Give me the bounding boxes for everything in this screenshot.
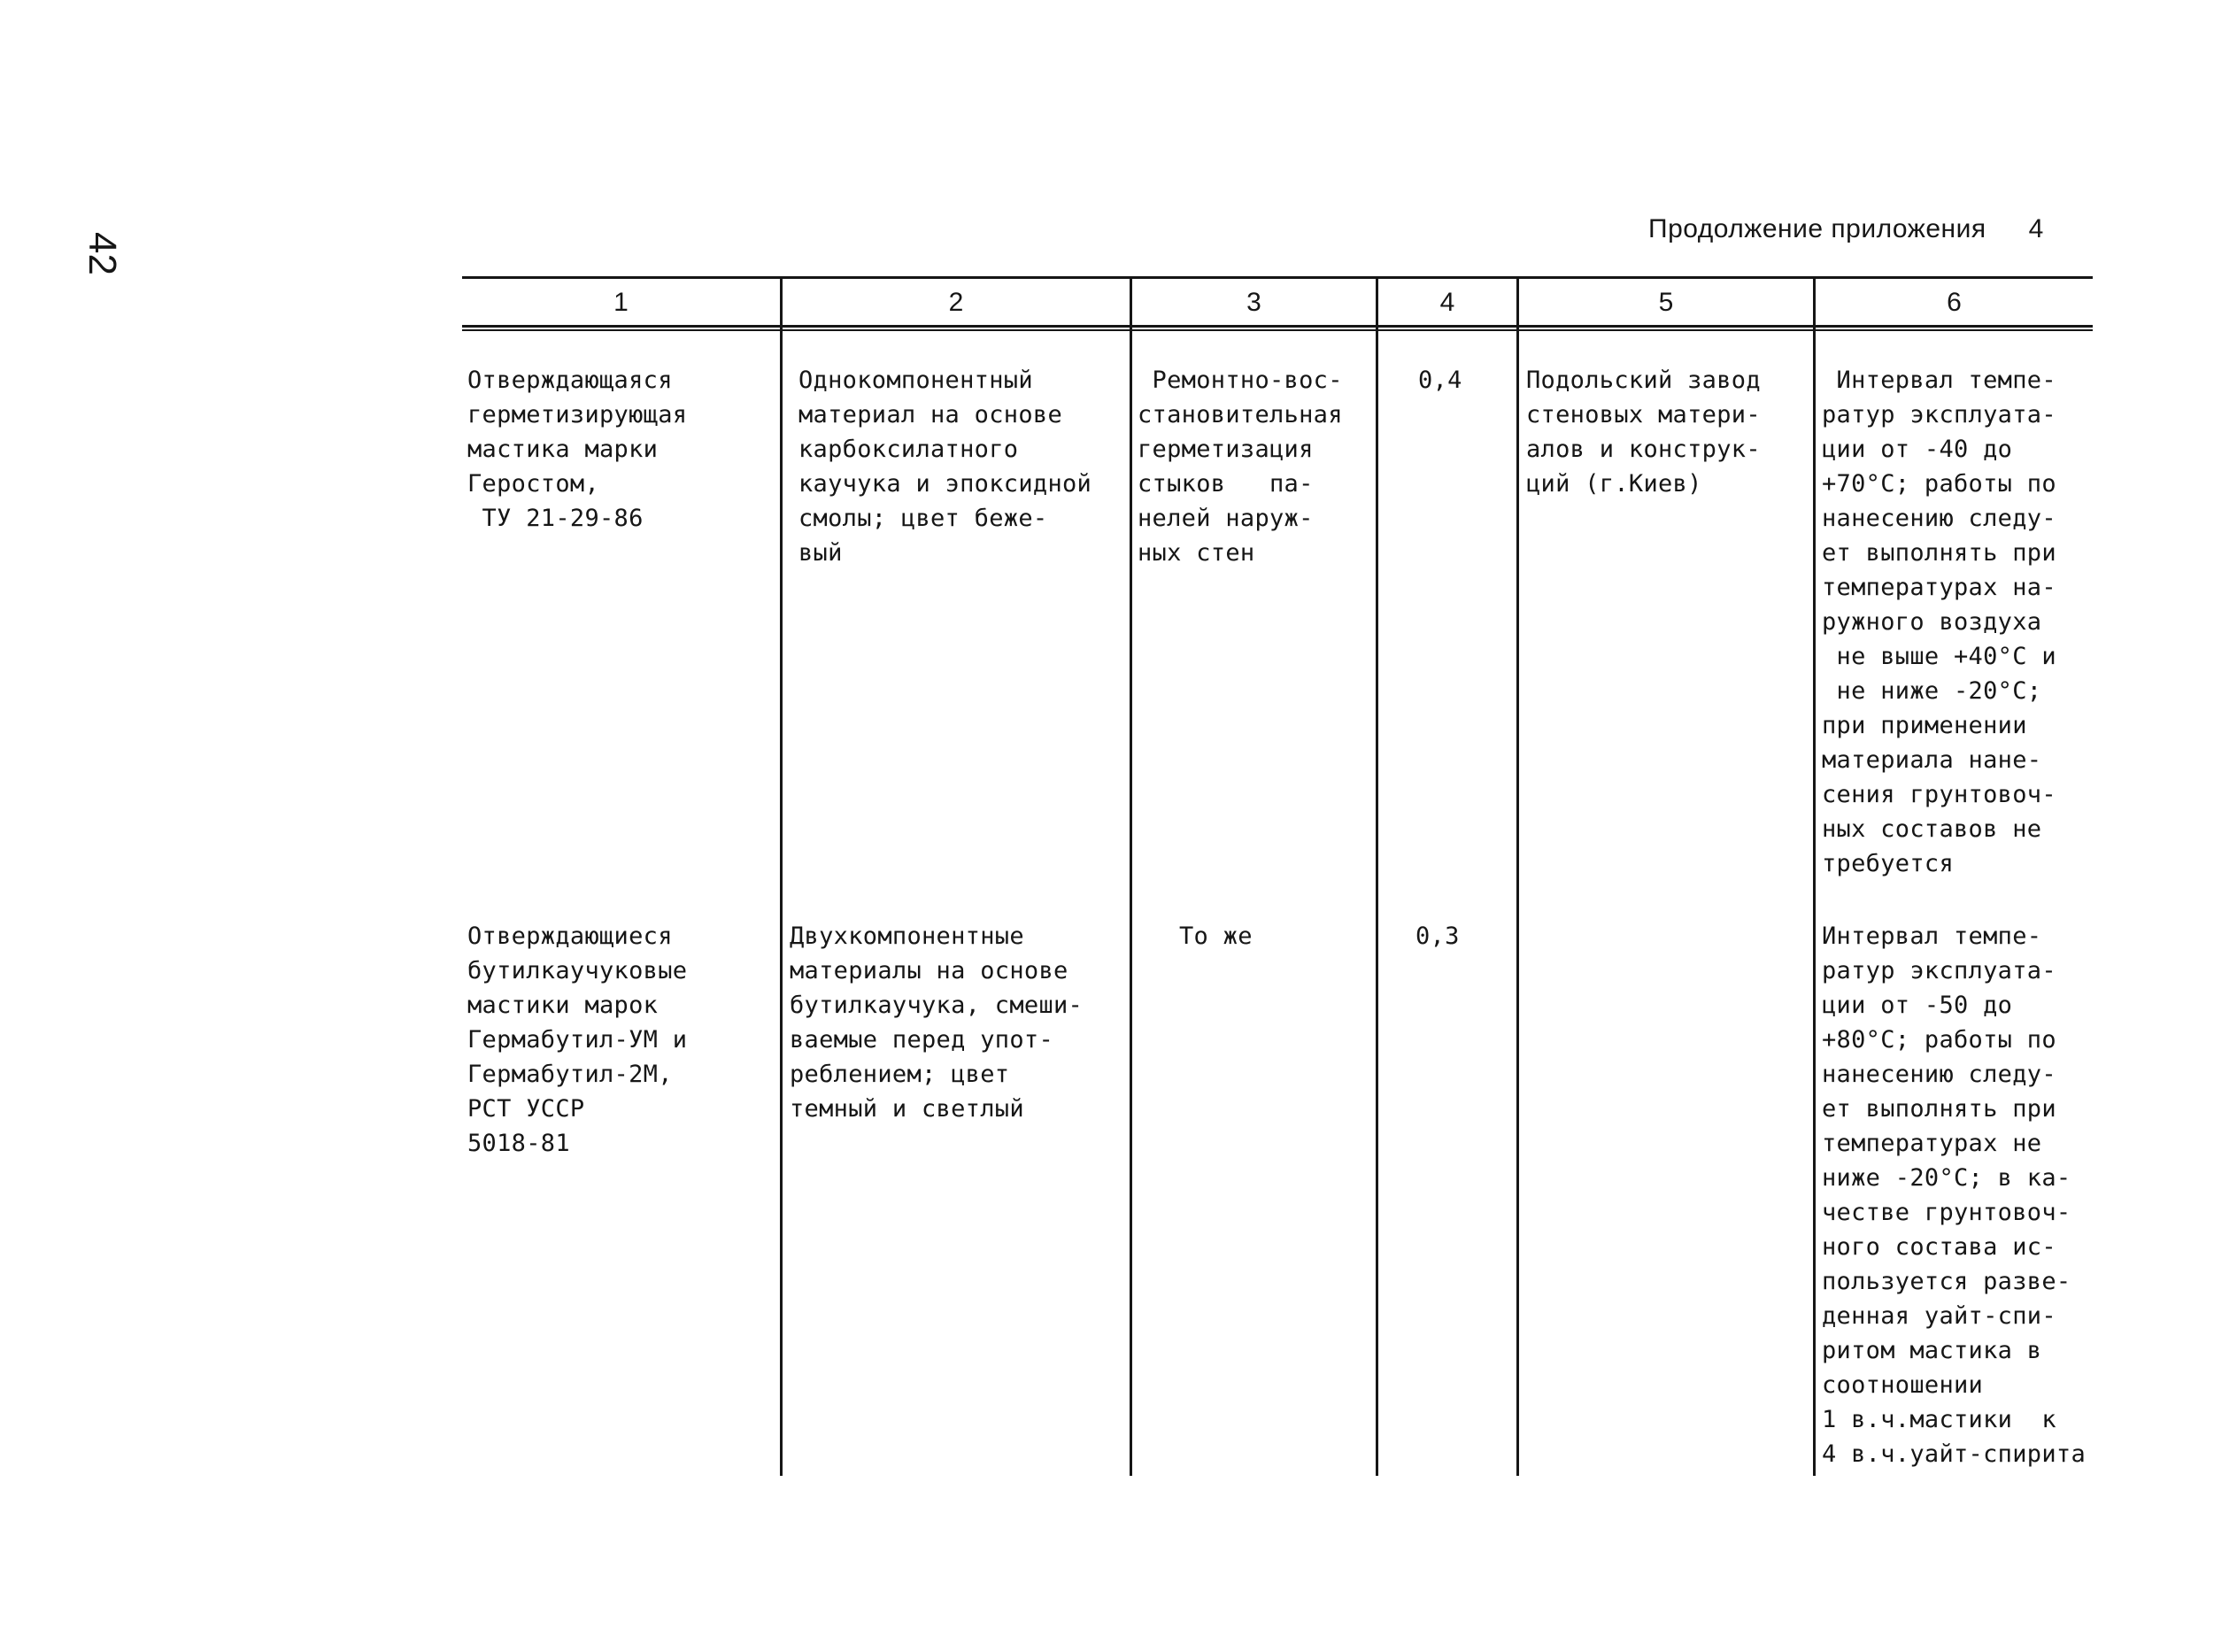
column-header-1: 1 <box>613 288 629 317</box>
column-header-5: 5 <box>1658 288 1674 317</box>
page-number: 42 <box>81 232 124 275</box>
column-header-4: 4 <box>1439 288 1455 317</box>
header-bottom-rule <box>462 325 2093 328</box>
row2-application: То же <box>1179 922 1253 950</box>
materials-table <box>462 276 2093 1476</box>
row2-material-name: Отверждающиеся бутилкаучуковые мастики марок Гермабутил-УМ и Гермабутил-2М, РСТ УССР 5018-81 <box>467 922 688 1157</box>
column-divider <box>1516 276 1519 1476</box>
column-header-3: 3 <box>1246 288 1261 317</box>
row1-notes: Интервал темпе- ратур эксплуата- ции от -40 до +70°С; работы по нанесению следу- ет выполнять при температурах на- ружного воздуха не выше +40°С и не ниже -20°С; при применении материала нане- сения грунтовоч- ных составов не требуется <box>1822 367 2056 877</box>
row1-manufacturer: Подольский завод стеновых матери- алов и конструк- ций (г.Киев) <box>1526 367 1761 498</box>
table-top-rule <box>462 276 2093 279</box>
row1-material-name: Отверждающаяся герметизирующая мастика марки Геростом, ТУ 21-29-86 <box>467 367 688 532</box>
column-header-2: 2 <box>948 288 964 317</box>
column-divider <box>1376 276 1378 1476</box>
continuation-caption <box>1648 214 2044 244</box>
column-header-6: 6 <box>1947 288 1962 317</box>
row2-material-description: Двухкомпонентные материалы на основе бутилкаучука, смеши- ваемые перед упот- реблением; цвет темный и светлый <box>790 922 1084 1123</box>
row2-notes: Интервал темпе- ратур эксплуата- ции от -50 до +80°С; работы по нанесению следу- ет выполнять при температурах не ниже -20°С; в ка- честве грунтовоч- ного состава ис- пользуется разве- денная уайт-спи- ритом мастика в соотношении 1 в.ч.мастики к 4 в.ч.уайт-спирита <box>1822 922 2086 1468</box>
row2-value: 0,3 <box>1415 922 1460 950</box>
continuation-label: Продолжение приложения <box>1648 214 1986 243</box>
header-bottom-rule-secondary <box>462 329 2093 331</box>
row1-value: 0,4 <box>1418 367 1462 394</box>
column-divider <box>1813 276 1816 1476</box>
column-divider <box>780 276 783 1476</box>
row1-application: Ремонтно-вос- становительная герметизация стыков па- нелей наруж- ных стен <box>1138 367 1343 567</box>
column-divider <box>1130 276 1132 1476</box>
appendix-number: 4 <box>2028 214 2044 243</box>
row1-material-description: Однокомпонентный материал на основе карбоксилатного каучука и эпоксидной смолы; цвет беже- вый <box>798 367 1092 567</box>
